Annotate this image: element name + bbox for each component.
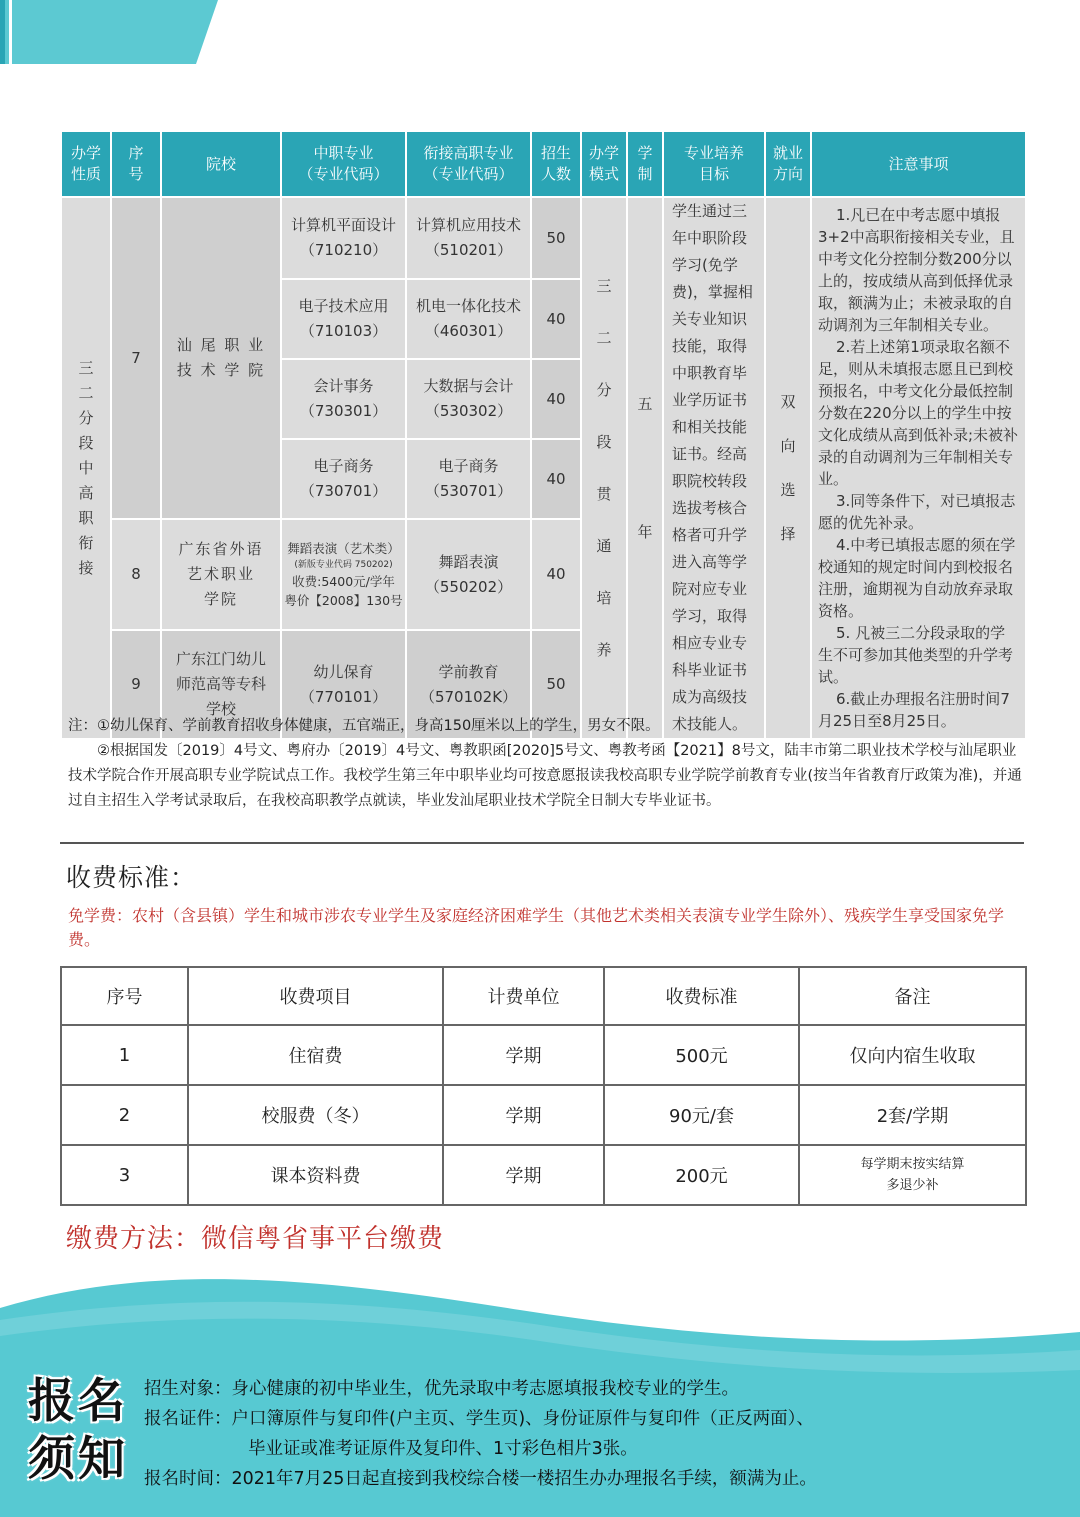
- fee-table: [60, 966, 1027, 1206]
- header-cell: 收费标准: [604, 967, 799, 1025]
- table-row: [61, 1025, 1026, 1085]
- header-cell: 专业培养 目标: [663, 131, 765, 197]
- higher-major-cell: 计算机应用技术 （510201）: [406, 197, 531, 279]
- fee-cell: 3: [61, 1145, 188, 1205]
- header-cell: 招生 人数: [531, 131, 581, 197]
- school-no-cell: 7: [111, 197, 161, 519]
- registration-title-line: 须知: [28, 1432, 128, 1487]
- secondary-major-cell: 会计事务 （730301）: [281, 359, 406, 439]
- note-item: 5. 凡被三二分段录取的学生不可参加其他类型的升学考试。: [818, 624, 1014, 686]
- enrollment-cell: 40: [531, 279, 581, 359]
- fee-section-title: 收费标准：: [66, 863, 197, 892]
- secondary-major-fee: 收费:5400元/学年 粤价【2008】130号: [284, 574, 403, 609]
- fee-cell: 500元: [604, 1025, 799, 1085]
- secondary-major-cell: 幼儿保育 （770101）: [281, 630, 406, 739]
- note-item: 1.凡已在中考志愿中填报3+2中高职衔接相关专业，且中考文化分控制分数200分以上的，按成绩从高到低择优录取，额满为止；未被录取的自动调剂为三年制相关专业。: [818, 206, 1015, 334]
- enrollment-cell: 50: [531, 630, 581, 739]
- note-item: 3.同等条件下，对已填报志愿的优先补录。: [818, 492, 1016, 532]
- remarks: [68, 714, 1028, 814]
- header-cell: 办学 性质: [61, 131, 111, 197]
- fee-cell: 学期: [443, 1085, 604, 1145]
- header-decoration: [0, 0, 230, 70]
- fee-cell: 每学期末按实结算 多退少补: [799, 1145, 1026, 1205]
- school-name-cell: 汕 尾 职 业 技 术 学 院: [161, 197, 281, 519]
- registration-title: [28, 1373, 128, 1489]
- note-item: 2.若上述第1项录取名额不足，则从未填报志愿且已到校预报名，中考文化分最低控制分数在220分以上的学生中按文化成绩从高到低补录;未被补录的自动调剂为三年制相关专业。: [818, 338, 1019, 488]
- enrollment-cell: 40: [531, 359, 581, 439]
- notes-cell: [811, 197, 1026, 739]
- header-cell: 计费单位: [443, 967, 604, 1025]
- fee-cell: 校服费（冬）: [188, 1085, 443, 1145]
- fee-cell: 课本资料费: [188, 1145, 443, 1205]
- secondary-major-cell: 电子商务 （730701）: [281, 439, 406, 519]
- fee-cell: 住宿费: [188, 1025, 443, 1085]
- enrollment-cell: 40: [531, 519, 581, 630]
- registration-info: [144, 1374, 817, 1494]
- nature-cell: 三 二 分 段 中 高 职 衔 接: [61, 197, 111, 739]
- secondary-major-cell: [281, 519, 406, 630]
- fee-table-header: [61, 967, 1026, 1025]
- header-cell: 序 号: [111, 131, 161, 197]
- payment-method: 缴费方法：微信粤省事平台缴费: [66, 1224, 445, 1254]
- school-no-cell: 9: [111, 630, 161, 739]
- fee-cell: 200元: [604, 1145, 799, 1205]
- remark-line: 注：①幼儿保育、学前教育招收身体健康，五官端正，身高150厘米以上的学生，男女不限。: [68, 718, 660, 734]
- registration-documents-cont: 毕业证或准考证原件及复印件、1寸彩色相片3张。: [248, 1439, 638, 1459]
- header-cell: 就业 方向: [765, 131, 811, 197]
- registration-documents: 报名证件：户口簿原件与复印件(户主页、学生页)、身份证原件与复印件（正反两面）、: [144, 1409, 814, 1429]
- program-table-header: [61, 131, 1026, 197]
- secondary-major-cell: 计算机平面设计 （710210）: [281, 197, 406, 279]
- higher-major-cell: 大数据与会计 （530302）: [406, 359, 531, 439]
- registration-target: 招生对象：身心健康的初中毕业生，优先录取中考志愿填报我校专业的学生。: [144, 1379, 739, 1399]
- header-cell: 中职专业 （专业代码）: [281, 131, 406, 197]
- secondary-major-name: 舞蹈表演（艺术类）: [287, 541, 400, 557]
- fee-exemption-text: 免学费：农村（含县镇）学生和城市涉农专业学生及家庭经济困难学生（其他艺术类相关表演专业学生除外）、残疾学生享受国家免学费。: [68, 906, 1005, 949]
- school-no-cell: 8: [111, 519, 161, 630]
- header-cell: 办学 模式: [581, 131, 627, 197]
- fee-cell: 学期: [443, 1145, 604, 1205]
- mode-cell: 三 二 分 段 贯 通 培 养: [581, 197, 627, 739]
- fee-cell: 学期: [443, 1025, 604, 1085]
- higher-major-cell: 舞蹈表演 （550202）: [406, 519, 531, 630]
- secondary-major-code: (新版专业代码 750202): [294, 560, 393, 571]
- header-cell: 收费项目: [188, 967, 443, 1025]
- table-row: [61, 1085, 1026, 1145]
- enrollment-cell: 50: [531, 197, 581, 279]
- table-row: [61, 197, 1026, 279]
- enrollment-cell: 40: [531, 439, 581, 519]
- years-cell: 五 年: [627, 197, 663, 739]
- employment-cell: 双 向 选 择: [765, 197, 811, 739]
- registration-title-line: 报名: [28, 1374, 128, 1429]
- note-item: 4.中考已填报志愿的须在学校通知的规定时间内到校报名注册，逾期视为自动放弃录取资格。: [818, 536, 1016, 620]
- fee-cell: 2: [61, 1085, 188, 1145]
- remark-line: ②根据国发〔2019〕4号文、粤府办〔2019〕4号文、粤教职函[2020]5号文、粤教考函【2021】8号文，陆丰市第二职业技术学校与汕尾职业技术学院合作开展高职专业学院试点工作。我校学生第三年中职毕业均可按意愿报读我校高职专业学院学前教育专业(按当年省教育厅政策为准)，并通过自主招生入学考试录取后，在我校高职教学点就读，毕业发汕尾职业技术学院全日制大专毕业证书。: [68, 743, 1022, 809]
- higher-major-cell: 学前教育 （570102K）: [406, 630, 531, 739]
- table-row: [61, 1145, 1026, 1205]
- header-cell: 学 制: [627, 131, 663, 197]
- fee-cell: 90元/套: [604, 1085, 799, 1145]
- header-cell: 序号: [61, 967, 188, 1025]
- secondary-major-cell: 电子技术应用 （710103）: [281, 279, 406, 359]
- goal-cell: 学生通过三年中职阶段学习(免学费)，掌握相关专业知识技能，取得中职教育毕业学历证书和相关技能证书。经高职院校转段选拔考核合格者可升学进入高等学院对应专业学习，取得相应专业专科毕业证书成为高级技术技能人。: [663, 197, 765, 739]
- divider: [60, 842, 1024, 844]
- header-cell: 衔接高职专业 （专业代码）: [406, 131, 531, 197]
- fee-cell: 1: [61, 1025, 188, 1085]
- school-name-cell: 广东省外语 艺术职业 学院: [161, 519, 281, 630]
- header-cell: 院校: [161, 131, 281, 197]
- note-item: 6.截止办理报名注册时间7月25日至8月25日。: [818, 690, 1010, 730]
- fee-cell: 2套/学期: [799, 1085, 1026, 1145]
- header-cell: 注意事项: [811, 131, 1026, 197]
- header-cell: 备注: [799, 967, 1026, 1025]
- program-table: [60, 130, 1027, 740]
- higher-major-cell: 电子商务 （530701）: [406, 439, 531, 519]
- school-name-cell: 广东江门幼儿 师范高等专科 学校: [161, 630, 281, 739]
- registration-time: 报名时间：2021年7月25日起直接到我校综合楼一楼招生办办理报名手续，额满为止。: [144, 1469, 817, 1489]
- fee-cell: 仅向内宿生收取: [799, 1025, 1026, 1085]
- higher-major-cell: 机电一体化技术 （460301）: [406, 279, 531, 359]
